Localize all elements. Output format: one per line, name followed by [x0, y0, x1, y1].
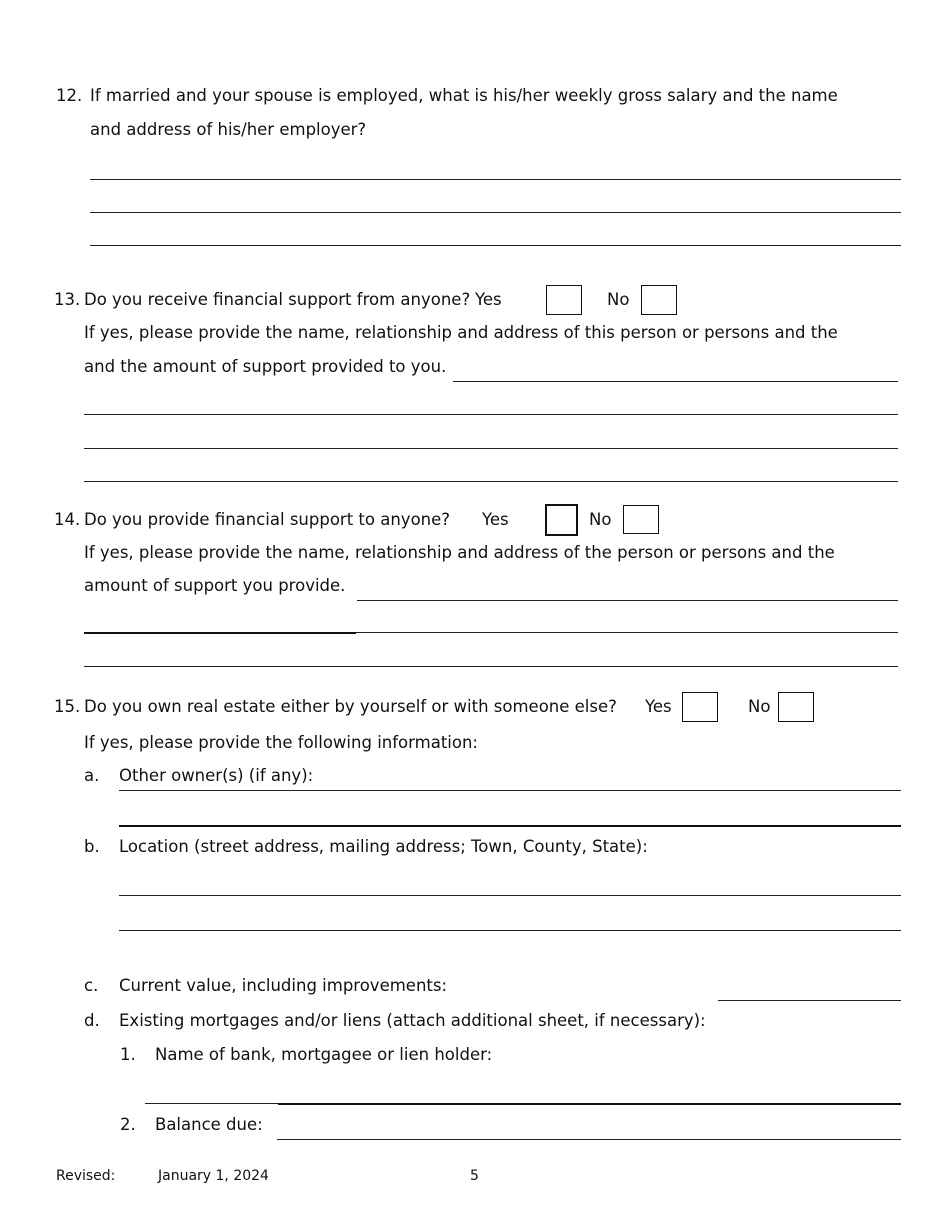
- footer-revised-date: January 1, 2024: [158, 1168, 269, 1184]
- q13-question: Do you receive financial support from anyone?: [84, 290, 471, 309]
- q15c-answer-line[interactable]: [718, 1000, 901, 1001]
- q15d1-label: Name of bank, mortgagee or lien holder:: [155, 1045, 493, 1064]
- q13-no-checkbox[interactable]: [641, 285, 677, 315]
- q15a-label: Other owner(s) (if any):: [119, 766, 314, 785]
- q12-text-line2: and address of his/her employer?: [90, 120, 367, 139]
- q15-yes-checkbox[interactable]: [682, 692, 718, 722]
- q15d1-answer-line-a[interactable]: [145, 1103, 278, 1104]
- q15b-answer-line-2[interactable]: [119, 930, 901, 931]
- q14-text-line1: If yes, please provide the name, relationship and address of the person or persons and the: [84, 543, 835, 562]
- q14-no-checkbox[interactable]: [623, 505, 659, 534]
- q13-answer-line-1[interactable]: [453, 381, 898, 382]
- q15d2-label: Balance due:: [155, 1115, 263, 1134]
- q15c-label: Current value, including improvements:: [119, 976, 448, 995]
- q14-answer-line-1[interactable]: [357, 600, 898, 601]
- q15-question: Do you own real estate either by yourself or with someone else?: [84, 697, 617, 716]
- q13-text-line2: and the amount of support provided to you.: [84, 357, 447, 376]
- q13-answer-line-3[interactable]: [84, 448, 898, 449]
- q15d1-number: 1.: [120, 1045, 136, 1064]
- q15a-letter: a.: [84, 766, 100, 785]
- q14-yes-label: Yes: [482, 510, 509, 529]
- q12-answer-line-2[interactable]: [90, 212, 901, 213]
- q14-answer-line-2a[interactable]: [84, 632, 356, 634]
- footer-page-number: 5: [470, 1168, 479, 1184]
- q14-answer-line-2b[interactable]: [356, 632, 898, 633]
- q13-text-line1: If yes, please provide the name, relationship and address of this person or persons and the: [84, 323, 838, 342]
- q15-yes-label: Yes: [645, 697, 672, 716]
- q15d1-answer-line-b[interactable]: [278, 1103, 901, 1105]
- q12-text-line1: If married and your spouse is employed, what is his/her weekly gross salary and the name: [90, 86, 838, 105]
- q14-question: Do you provide financial support to anyone?: [84, 510, 451, 529]
- q12-answer-line-1[interactable]: [90, 179, 901, 180]
- q13-answer-line-2[interactable]: [84, 414, 898, 415]
- q14-text-line2: amount of support you provide.: [84, 576, 346, 595]
- q15d2-answer-line[interactable]: [277, 1139, 901, 1140]
- q12-answer-line-3[interactable]: [90, 245, 901, 246]
- q14-no-label: No: [589, 510, 612, 529]
- q13-yes-checkbox[interactable]: [546, 285, 582, 315]
- q12-number: 12.: [56, 86, 83, 105]
- q13-yes-label: Yes: [475, 290, 502, 309]
- q14-yes-checkbox[interactable]: [545, 504, 578, 536]
- q15-no-label: No: [748, 697, 771, 716]
- footer-revised-label: Revised:: [56, 1168, 116, 1184]
- q14-number: 14.: [54, 510, 81, 529]
- q14-answer-line-3[interactable]: [84, 666, 898, 667]
- q15-intro: If yes, please provide the following information:: [84, 733, 478, 752]
- q15b-label: Location (street address, mailing address; Town, County, State):: [119, 837, 648, 856]
- q15b-answer-line-1[interactable]: [119, 895, 901, 896]
- q15-no-checkbox[interactable]: [778, 692, 814, 722]
- q15c-letter: c.: [84, 976, 99, 995]
- q15b-letter: b.: [84, 837, 100, 856]
- q13-answer-line-4[interactable]: [84, 481, 898, 482]
- q15a-answer-line-2[interactable]: [119, 825, 901, 827]
- q15d2-number: 2.: [120, 1115, 136, 1134]
- q15a-answer-line-1[interactable]: [119, 790, 901, 791]
- q15d-letter: d.: [84, 1011, 100, 1030]
- q13-no-label: No: [607, 290, 630, 309]
- q13-number: 13.: [54, 290, 81, 309]
- q15-number: 15.: [54, 697, 81, 716]
- q15d-label: Existing mortgages and/or liens (attach additional sheet, if necessary):: [119, 1011, 706, 1030]
